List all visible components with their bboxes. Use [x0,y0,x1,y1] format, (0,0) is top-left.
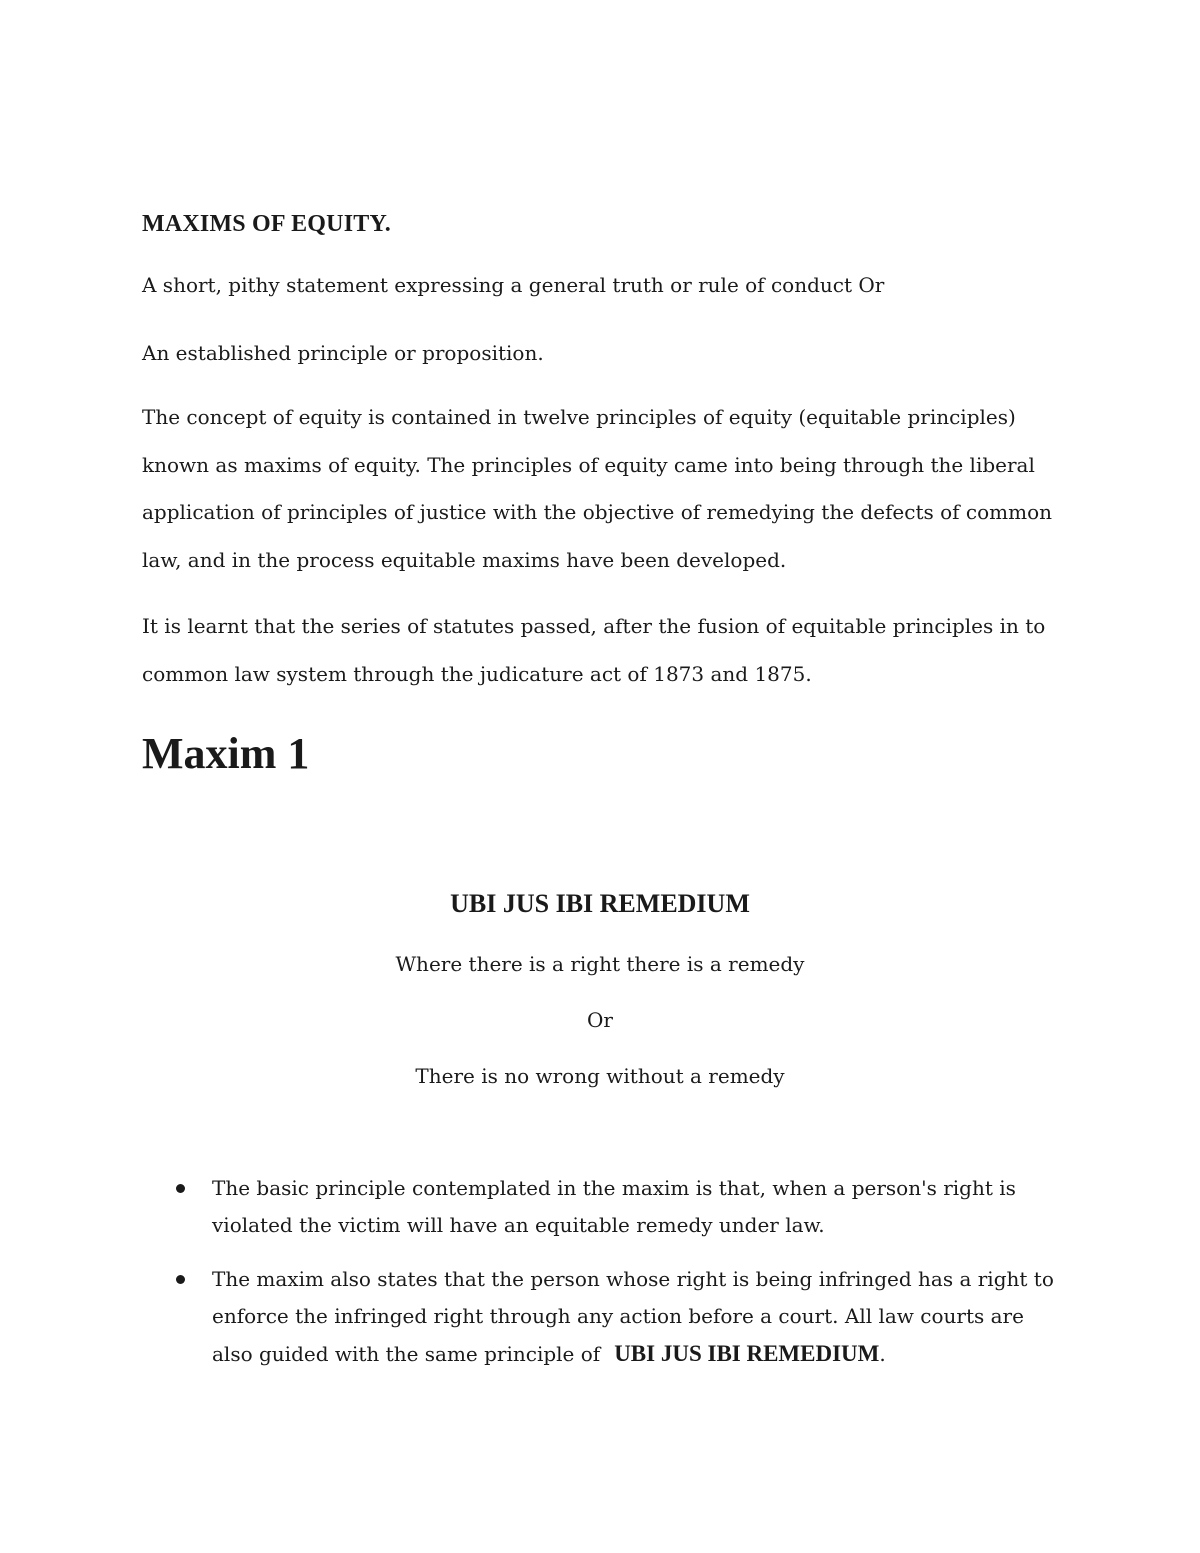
bullet-text: The basic principle contemplated in the maxim is that, when a person's right is violated the victim will have an equitable remedy under law. [212,1176,1016,1237]
equity-concept-paragraph: The concept of equity is contained in twelve principles of equity (equitable principles) known as maxims of equity. The principles of equity came into being through the liberal application of principles of justice with the objective of remedying the defects of common law, and in the process equitable maxims have been developed. [142,405,1053,572]
maxim-bullet-list [212,1170,1062,1390]
document-title: MAXIMS OF EQUITY. [142,211,391,237]
maxim-heading: Maxim 1 [142,729,310,778]
alternate-definition-paragraph: An established principle or proposition. [142,341,544,365]
maxim-alternate-translation: There is no wrong without a remedy [415,1064,785,1088]
bullet-text: The maxim also states that the person whose right is being infringed has a right to enforce the infringed right through any action before a court. All law courts are also guided with the same principle of [212,1267,1054,1366]
statutes-paragraph: It is learnt that the series of statutes passed, after the fusion of equitable principles in to common law system through the judicature act of 1873 and 1875. [142,614,1046,686]
list-item [212,1261,1062,1373]
list-item [212,1170,1062,1244]
bullet-icon [176,1275,185,1284]
bullet-icon [176,1184,185,1193]
maxim-title: UBI JUS IBI REMEDIUM [450,889,750,918]
bullet-tail: . [879,1342,886,1366]
bullet-bold-maxim: UBI JUS IBI REMEDIUM [614,1341,880,1366]
maxim-or: Or [587,1008,613,1032]
definition-paragraph: A short, pithy statement expressing a general truth or rule of conduct Or [142,273,885,297]
maxim-translation: Where there is a right there is a remedy [395,952,805,976]
